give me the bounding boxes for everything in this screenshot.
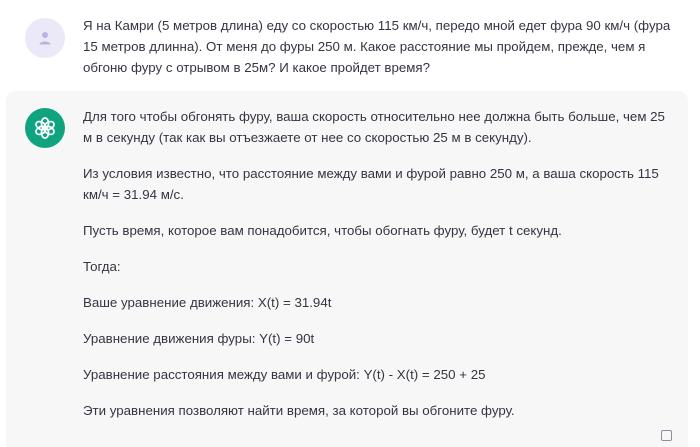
- user-message: [0, 0, 700, 87]
- assistant-message: [6, 91, 688, 447]
- assistant-message-text: [83, 106, 673, 436]
- assistant-paragraph: Уравнение движения фуры: Y(t) = 90t: [83, 331, 315, 346]
- user-icon: [36, 29, 54, 47]
- openai-logo-icon: [32, 115, 58, 141]
- copy-icon[interactable]: [661, 430, 672, 441]
- assistant-paragraph: Для того чтобы обгонять фуру, ваша скорость относительно нее должна быть больше, чем 25 м в секунду (так как вы отъезжаете от нее со скоростью 25 м в секунду).: [83, 109, 665, 145]
- assistant-paragraph: Ваше уравнение движения: X(t) = 31.94t: [83, 295, 332, 310]
- assistant-avatar: [25, 108, 65, 148]
- assistant-paragraph: Пусть время, которое вам понадобится, чтобы обогнать фуру, будет t секунд.: [83, 223, 562, 238]
- user-message-text: Я на Камри (5 метров длина) еду со скоростью 115 км/ч, передо мной едет фура 90 км/ч (фура 15 метров длинна). От меня до фуры 250 м. Какое расстояние мы пройдем, прежде, чем я обгоню фуру с отрывом в 25м? И какое пройдет время?: [83, 18, 671, 75]
- assistant-paragraph: Из условия известно, что расстояние между вами и фурой равно 250 м, а ваша скорость 115 км/ч = 31.94 м/с.: [83, 166, 659, 202]
- assistant-paragraph: Уравнение расстояния между вами и фурой: Y(t) - X(t) = 250 + 25: [83, 367, 486, 382]
- assistant-paragraph: Эти уравнения позволяют найти время, за которой вы обгоните фуру.: [83, 403, 515, 418]
- user-avatar: [25, 18, 65, 58]
- assistant-paragraph: Тогда:: [83, 259, 121, 274]
